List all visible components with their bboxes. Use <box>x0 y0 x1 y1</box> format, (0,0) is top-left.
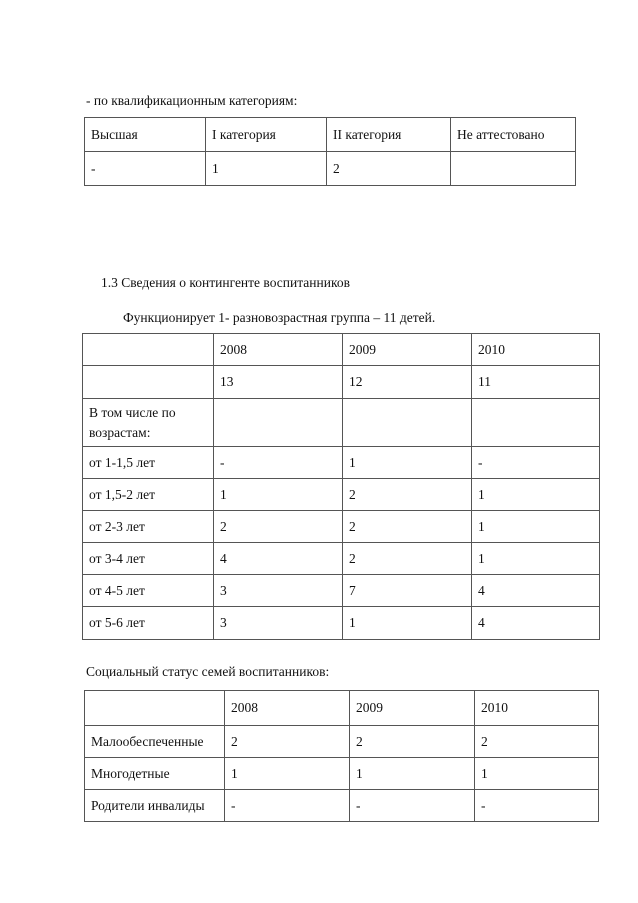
table-cell: 1 <box>214 479 343 511</box>
table-row <box>83 543 600 575</box>
table-row <box>83 511 600 543</box>
table-row <box>83 607 600 640</box>
header-cell: Высшая <box>85 118 206 152</box>
table-cell: - <box>350 790 475 822</box>
status-label: Малообеспеченные <box>85 726 225 758</box>
table-row <box>83 366 600 399</box>
table-row <box>85 790 599 822</box>
table-cell: 2 <box>327 152 451 186</box>
table-cell: - <box>225 790 350 822</box>
table-cell: - <box>472 447 600 479</box>
contingent-intro: Функционирует 1- разновозрастная группа – 11 детей. <box>123 310 436 325</box>
table-row <box>83 447 600 479</box>
table-cell: - <box>475 790 599 822</box>
table-cell <box>451 152 576 186</box>
table-cell: - <box>85 152 206 186</box>
table-cell: 1 <box>343 607 472 640</box>
table-cell: 1 <box>472 479 600 511</box>
table-row <box>83 575 600 607</box>
table-cell <box>83 366 214 399</box>
year-header: 2009 <box>343 334 472 366</box>
table-row <box>85 758 599 790</box>
age-label: от 1-1,5 лет <box>83 447 214 479</box>
table-row <box>85 726 599 758</box>
table-cell: - <box>214 447 343 479</box>
table-cell <box>472 399 600 447</box>
table-row <box>83 334 600 366</box>
status-label: Родители инвалиды <box>85 790 225 822</box>
table-cell <box>214 399 343 447</box>
table-cell: 4 <box>472 575 600 607</box>
total-cell: 11 <box>472 366 600 399</box>
table-cell: 2 <box>475 726 599 758</box>
table-cell: 4 <box>214 543 343 575</box>
age-label: от 3-4 лет <box>83 543 214 575</box>
table-row <box>83 399 600 447</box>
table-cell: 2 <box>343 479 472 511</box>
table-cell: 1 <box>206 152 327 186</box>
age-label: от 2-3 лет <box>83 511 214 543</box>
table-cell: 2 <box>343 543 472 575</box>
table-row <box>85 118 576 152</box>
table-cell: 7 <box>343 575 472 607</box>
table-cell <box>343 399 472 447</box>
table-cell: 1 <box>350 758 475 790</box>
table-cell <box>85 691 225 726</box>
by-age-label: В том числе по возрастам: <box>83 399 214 447</box>
table-cell: 3 <box>214 575 343 607</box>
year-header: 2010 <box>475 691 599 726</box>
total-cell: 13 <box>214 366 343 399</box>
table-cell: 2 <box>343 511 472 543</box>
table-cell: 3 <box>214 607 343 640</box>
qualification-table <box>84 117 576 186</box>
total-cell: 12 <box>343 366 472 399</box>
table-cell: 2 <box>225 726 350 758</box>
age-label: от 5-6 лет <box>83 607 214 640</box>
table-cell: 1 <box>343 447 472 479</box>
table-row <box>85 152 576 186</box>
year-header: 2010 <box>472 334 600 366</box>
table-cell: 1 <box>225 758 350 790</box>
year-header: 2009 <box>350 691 475 726</box>
table-row <box>83 479 600 511</box>
contingent-table <box>82 333 600 640</box>
year-header: 2008 <box>225 691 350 726</box>
section-title: 1.3 Сведения о контингенте воспитанников <box>101 275 350 290</box>
table-cell: 1 <box>472 511 600 543</box>
social-heading: Социальный статус семей воспитанников: <box>86 664 330 679</box>
table-cell: 1 <box>475 758 599 790</box>
age-label: от 4-5 лет <box>83 575 214 607</box>
table-cell: 1 <box>472 543 600 575</box>
table-cell <box>83 334 214 366</box>
qualification-heading: - по квалификационным категориям: <box>86 93 298 108</box>
social-table <box>84 690 599 822</box>
table-row <box>85 691 599 726</box>
age-label: от 1,5-2 лет <box>83 479 214 511</box>
header-cell: II категория <box>327 118 451 152</box>
status-label: Многодетные <box>85 758 225 790</box>
header-cell: Не аттестовано <box>451 118 576 152</box>
table-cell: 4 <box>472 607 600 640</box>
table-cell: 2 <box>350 726 475 758</box>
year-header: 2008 <box>214 334 343 366</box>
table-cell: 2 <box>214 511 343 543</box>
header-cell: I категория <box>206 118 327 152</box>
